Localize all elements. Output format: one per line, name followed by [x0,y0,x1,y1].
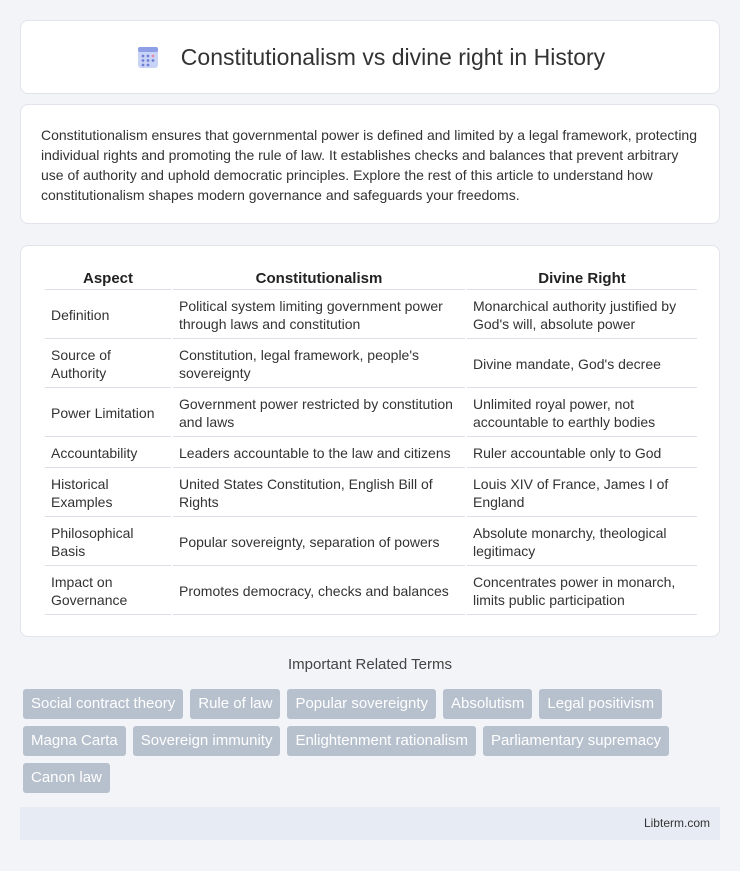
table-cell: Impact on Governance [45,568,171,615]
table-cell: Political system limiting government power through laws and constitution [173,292,465,339]
table-cell: Source of Authority [45,341,171,388]
table-cell: Government power restricted by constitution and laws [173,390,465,437]
table-cell: Leaders accountable to the law and citizens [173,439,465,468]
related-terms-tags [23,689,723,800]
page-header [20,20,720,94]
related-term-tag[interactable]: Sovereign immunity [133,726,281,756]
table-cell: Historical Examples [45,470,171,517]
table-row [45,341,697,388]
related-term-tag[interactable]: Absolutism [443,689,532,719]
table-row [45,568,697,615]
footer-site-link[interactable]: Libterm.com [643,816,710,830]
document-grid-icon [135,44,161,70]
table-cell: Constitution, legal framework, people's sovereignty [173,341,465,388]
table-cell: Monarchical authority justified by God's will, absolute power [467,292,697,339]
table-cell: Philosophical Basis [45,519,171,566]
comparison-table-card [20,245,720,637]
table-cell: Absolute monarchy, theological legitimacy [467,519,697,566]
table-row [45,439,697,468]
comparison-table [43,266,699,617]
related-term-tag[interactable]: Rule of law [190,689,280,719]
related-term-tag[interactable]: Popular sovereignty [287,689,436,719]
table-cell: United States Constitution, English Bill of Rights [173,470,465,517]
related-term-tag[interactable]: Parliamentary supremacy [483,726,669,756]
related-term-tag[interactable]: Legal positivism [539,689,662,719]
intro-text: Constitutionalism ensures that governmental power is defined and limited by a legal framework, protecting individual rights and promoting the rule of law. It establishes checks and balances that prevent arbitrary use of authority and uphold democratic principles. Explore the rest of this article to understand how constitutionalism shapes modern governance and safeguards your freedoms. [41,127,698,203]
column-header-constitutionalism: Constitutionalism [173,268,465,290]
table-cell: Unlimited royal power, not accountable to earthly bodies [467,390,697,437]
table-header-row [45,268,697,290]
table-row [45,292,697,339]
related-terms-title: Important Related Terms [288,656,452,673]
table-cell: Divine mandate, God's decree [467,341,697,388]
table-cell: Power Limitation [45,390,171,437]
table-cell: Accountability [45,439,171,468]
table-cell: Promotes democracy, checks and balances [173,568,465,615]
related-term-tag[interactable]: Enlightenment rationalism [287,726,476,756]
table-cell: Ruler accountable only to God [467,439,697,468]
table-cell: Louis XIV of France, James I of England [467,470,697,517]
column-header-aspect: Aspect [45,268,171,290]
intro-section [20,104,720,224]
table-cell: Popular sovereignty, separation of powers [173,519,465,566]
related-term-tag[interactable]: Magna Carta [23,726,126,756]
table-cell: Definition [45,292,171,339]
table-row [45,470,697,517]
related-term-tag[interactable]: Social contract theory [23,689,183,719]
related-term-tag[interactable]: Canon law [23,763,110,793]
footer [20,807,720,840]
table-row [45,390,697,437]
table-row [45,519,697,566]
page-title: Constitutionalism vs divine right in History [180,43,606,70]
table-cell: Concentrates power in monarch, limits public participation [467,568,697,615]
column-header-divine-right: Divine Right [467,268,697,290]
